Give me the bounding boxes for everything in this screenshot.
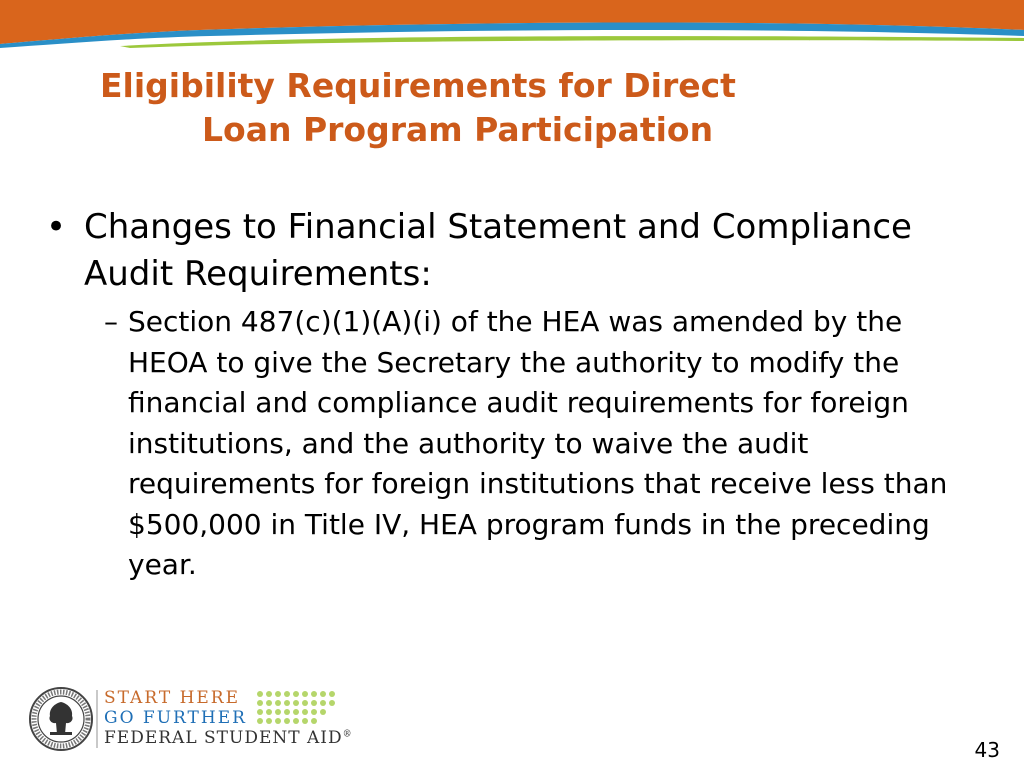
federal-student-aid-logo [28,686,358,756]
slide-content [46,204,986,586]
bullet-dot-icon: • [46,207,67,247]
slide-title [100,64,960,152]
sub-bullet-text: Section 487(c)(1)(A)(i) of the HEA was amended by the HEOA to give the Secretary the authority to modify the financial and compliance audit requirements for foreign institutions, and the authority to waive the audit requirements for foreign institutions that receive less than $500,000 in Title IV, HEA program funds in the preceding year. [128,305,948,581]
registered-mark: ® [342,729,353,740]
header-decorative-band [0,0,1024,60]
logo-go-further: GO FURTHER [104,708,247,728]
sub-bullet-item [104,302,986,586]
logo-fsa-text: FEDERAL STUDENT AID [104,728,343,748]
sub-bullet-dash-icon: – [104,305,118,338]
page-number: 43 [974,738,1000,762]
title-line-2: Loan Program Participation [202,110,714,149]
dot-grid-icon [28,686,358,756]
title-line-1: Eligibility Requirements for Direct [100,66,736,105]
bullet-text: Changes to Financial Statement and Compliance Audit Requirements: [84,207,912,294]
bullet-item [46,204,986,298]
logo-start-here: START HERE [104,688,241,708]
